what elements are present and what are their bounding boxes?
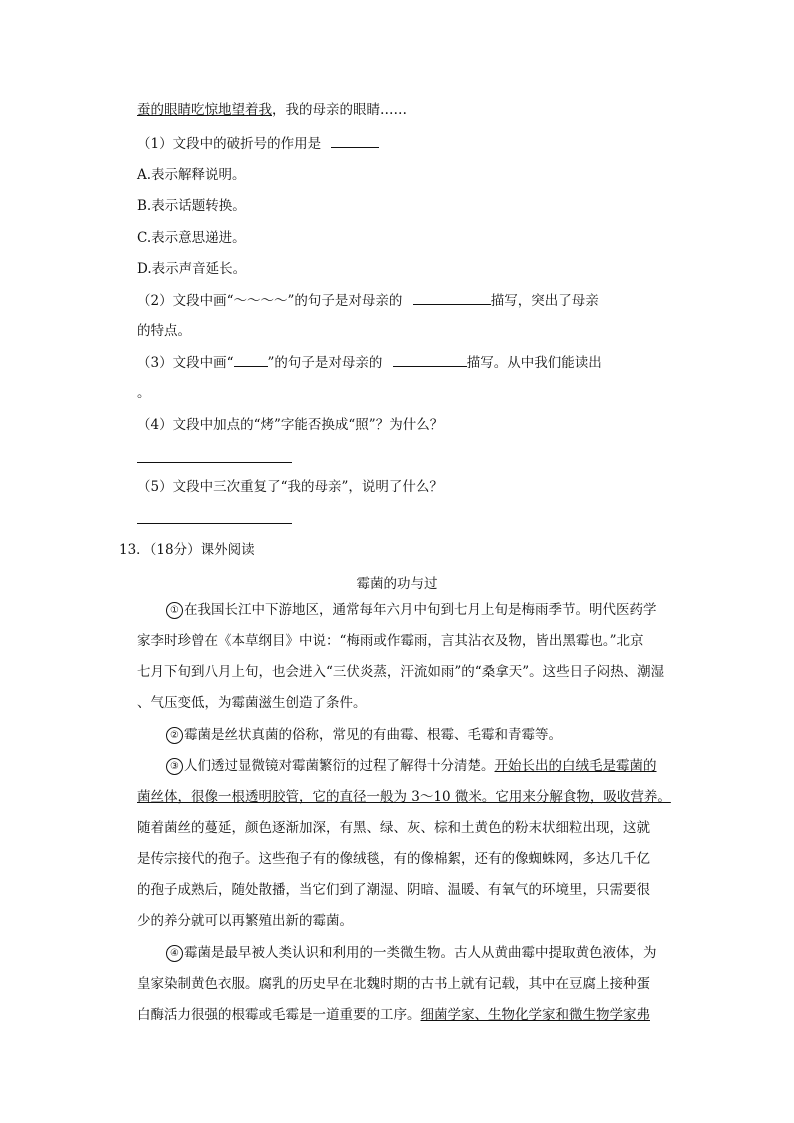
paragraph-number: ④ [166,945,183,962]
paragraph-1-line-3: 七月下旬到八月上旬，也会进入“三伏炎蒸，汗流如雨”的“桑拿天”。这些日子闷热、潮湿 [137,664,665,680]
paragraph-3-line-6: 少的养分就可以再繁殖出新的霉菌。 [137,913,353,929]
paragraph-number: ① [166,602,183,619]
paragraph-text: 白酶活力很强的根霉或毛霉是一道重要的工序。 [137,1007,421,1023]
paragraph-3-line-1 [166,756,657,776]
question-1 [137,133,379,154]
paragraph-4-line-2: 皇家染制黄色衣服。腐乳的历史早在北魏时期的古书上就有记载，其中在豆腐上接种蛋 [137,976,650,992]
answer-blank[interactable] [393,352,467,367]
underlined-fragment: 蚕的眼睛吃惊地望着我 [137,102,272,118]
paragraph-4-line-3 [137,1005,650,1025]
question-3-text-b: ”的句子是对母亲的 [267,355,383,371]
paragraph-text: 在我国长江中下游地区，通常每年六月中旬到七月上旬是梅雨季节。明代医药学 [184,602,657,618]
question-2-text-a: （2）文段中画“～～～～”的句子是对母亲的 [137,293,403,309]
question-3-cont: 。 [137,385,151,401]
paragraph-4-line-1 [166,943,657,963]
underlined-text: 细菌学家、生物化学家和微生物学家弗 [420,1007,650,1023]
underline-marker [234,352,268,367]
paragraph-1-line-1 [166,600,657,620]
question-13-heading: 13．（18分）课外阅读 [119,542,255,558]
question-3-text-c: 描写。从中我们能读出 [466,355,602,371]
paragraph-number: ② [166,727,183,744]
paragraph-2 [166,725,562,745]
underlined-text: 开始长出的白绒毛是霉菌的 [494,758,657,774]
fragment-rest: ，我的母亲的眼睛…… [272,102,407,118]
question-2-cont: 的特点。 [137,323,191,339]
paragraph-3-line-2: 菌丝体，很像一根透明胶管，它的直径一般为 3～10 微米。它用来分解食物，吸收营养。 [137,789,671,805]
answer-line-4[interactable] [137,462,292,463]
question-5: （5）文段中三次重复了“我的母亲”，说明了什么？ [137,479,443,495]
paragraph-1-line-4: 、气压变低，为霉菌滋生创造了条件。 [137,695,367,711]
question-1-text: （1）文段中的破折号的作用是 [137,136,322,152]
paragraph-3-line-5: 的孢子成熟后，随处散播，当它们到了潮湿、阴暗、温暖、有氧气的环境里，只需要很 [137,882,650,898]
paragraph-text: 霉菌是丝状真菌的俗称，常见的有曲霉、根霉、毛霉和青霉等。 [184,727,562,743]
answer-blank[interactable] [331,133,379,148]
article-title: 霉菌的功与过 [356,576,438,592]
option-d: D.表示声音延长。 [137,261,247,277]
option-a: A.表示解释说明。 [137,167,246,183]
question-4: （4）文段中加点的“烤”字能否换成“照”？为什么？ [137,417,444,433]
question-3-text-a: （3）文段中画“ [137,355,234,371]
paragraph-1-line-2: 家李时珍曾在《本草纲目》中说：“梅雨或作霉雨，言其沾衣及物，皆出黑霉也。”北京 [137,633,644,649]
paragraph-number: ③ [166,758,183,775]
question-2 [137,290,599,311]
question-2-text-b: 描写，突出了母亲 [490,293,599,309]
paragraph-text: 霉菌是最早被人类认识和利用的一类微生物。古人从黄曲霉中提取黄色液体，为 [184,945,657,961]
paragraph-3-line-3: 随着菌丝的蔓延，颜色逐渐加深，有黑、绿、灰、棕和土黄色的粉末状细粒出现，这就 [137,820,650,836]
option-c: C.表示意思递进。 [137,230,246,246]
question-3 [137,352,602,373]
fragment-line [137,100,407,120]
answer-blank[interactable] [413,290,491,305]
option-b: B.表示话题转换。 [137,198,246,214]
paragraph-3-line-4: 是传宗接代的孢子。这些孢子有的像绒毯，有的像棉絮，还有的像蜘蛛网，多达几千亿 [137,851,650,867]
paragraph-text: 人们透过显微镜对霉菌繁衍的过程了解得十分清楚。 [184,758,495,774]
answer-line-5[interactable] [137,523,292,524]
